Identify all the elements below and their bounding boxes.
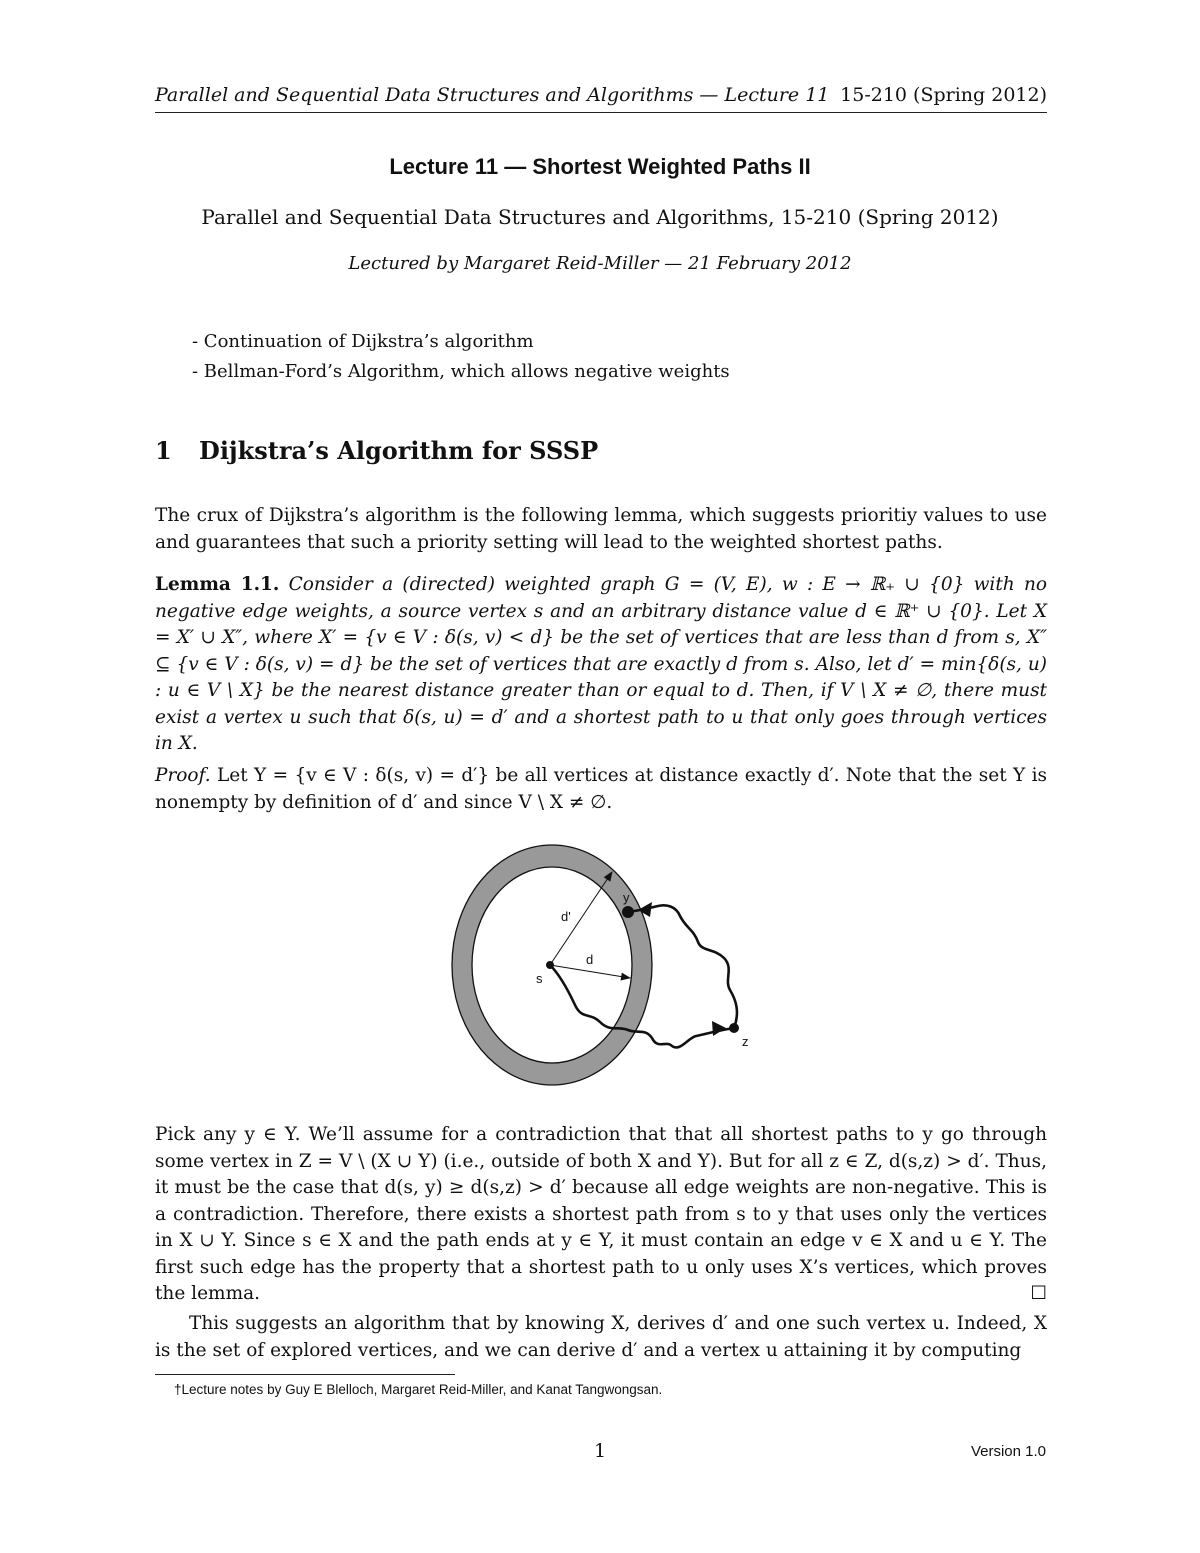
label-z: z	[742, 1034, 749, 1049]
section-title: Dijkstra’s Algorithm for SSSP	[199, 436, 599, 465]
section-number: 1	[155, 436, 172, 465]
vertex-s	[546, 961, 554, 969]
qed-symbol: ☐	[1030, 1283, 1047, 1304]
lemma-label: Lemma 1.1.	[155, 574, 280, 595]
lemma-text: Consider a (directed) weighted graph G = (V, E), w : E → ℝ₊ ∪ {0} with no negative edge weights, a source vertex s and an arbitrary distance value d ∈ ℝ⁺ ∪ {0}. Let X = X′ ∪ X″, where X′ = {v ∈ V : δ(s, v) < d} be the set of vertices that are less than d from s, X″ ⊆ {v ∈ V : δ(s, v) = d} be the set of vertices that are exactly d from s. Also, let d′ = min{δ(s, u) : u ∈ V \ X} be the nearest distance greater than or equal to d. Then, if V \ X ≠ ∅, there must exist a vertex u such that δ(s, u) = d′ and a shortest path to u that only goes through vertices in X.	[155, 574, 1047, 754]
section-heading	[155, 436, 598, 465]
label-d: d	[586, 952, 594, 967]
vertex-y	[622, 906, 634, 918]
header-course-title: Parallel and Sequential Data Structures and Algorithms — Lecture 11	[155, 84, 830, 106]
label-s: s	[536, 971, 543, 986]
lecturer-line: Lectured by Margaret Reid-Miller — 21 February 2012	[348, 253, 852, 274]
header-course-code: 15-210 (Spring 2012)	[840, 84, 1047, 106]
version-label: Version 1.0	[970, 1443, 1046, 1460]
lecture-title: Lecture 11 — Shortest Weighted Paths II	[389, 154, 811, 179]
algorithm-paragraph: This suggests an algorithm that by knowing X, derives d′ and one such vertex u. Indeed, X is the set of explored vertices, and we can derive d′ and a vertex u attaining it by computing	[155, 1313, 1047, 1361]
outline-item: - Continuation of Dijkstra’s algorithm	[192, 331, 534, 352]
lecture-outline	[192, 327, 730, 387]
lecture-subtitle: Parallel and Sequential Data Structures and Algorithms, 15-210 (Spring 2012)	[201, 205, 999, 229]
outline-item: - Bellman-Ford’s Algorithm, which allows negative weights	[192, 361, 730, 382]
contradiction-text: Pick any y ∈ Y. We’ll assume for a contradiction that that all shortest paths to y go through some vertex in Z = V \ (X ∪ Y) (i.e., outside of both X and Y). But for all z ∈ Z, d(s,z) > d′. Thus, it must be the case that d(s, y) ≥ d(s,z) > d′ because all edge weights are non-negative. This is a contradiction. Therefore, there exists a shortest path from s to y that uses only the vertices in X ∪ Y. Since s ∈ X and the path ends at y ∈ Y, it must contain an edge v ∈ X and u ∈ Y. The first such edge has the property that a shortest path to u only uses X’s vertices, which proves the lemma.	[155, 1124, 1047, 1304]
label-d-prime: d'	[561, 909, 571, 924]
intro-paragraph: The crux of Dijkstra’s algorithm is the following lemma, which suggests prioritiy values to use and guarantees that such a priority setting will lead to the weighted shortest paths.	[155, 505, 1047, 553]
vertex-z	[729, 1023, 739, 1033]
lemma-figure	[440, 840, 780, 1095]
label-y: y	[623, 890, 630, 905]
page-number: 1	[593, 1440, 607, 1462]
lemma-block	[155, 572, 1047, 758]
arrowhead-z	[712, 1021, 726, 1036]
running-header	[155, 84, 1047, 113]
proof-label: Proof.	[155, 765, 211, 786]
proof-block	[155, 763, 1047, 816]
footnote: †Lecture notes by Guy E Blelloch, Margaret Reid-Miller, and Kanat Tangwongsan.	[174, 1382, 663, 1397]
proof-text: Let Y = {v ∈ V : δ(s, v) = d′} be all vertices at distance exactly d′. Note that the set Y is nonempty by definition of d′ and since V \ X ≠ ∅.	[155, 765, 1047, 813]
contradiction-paragraph	[155, 1122, 1047, 1308]
footnote-rule	[155, 1374, 455, 1375]
